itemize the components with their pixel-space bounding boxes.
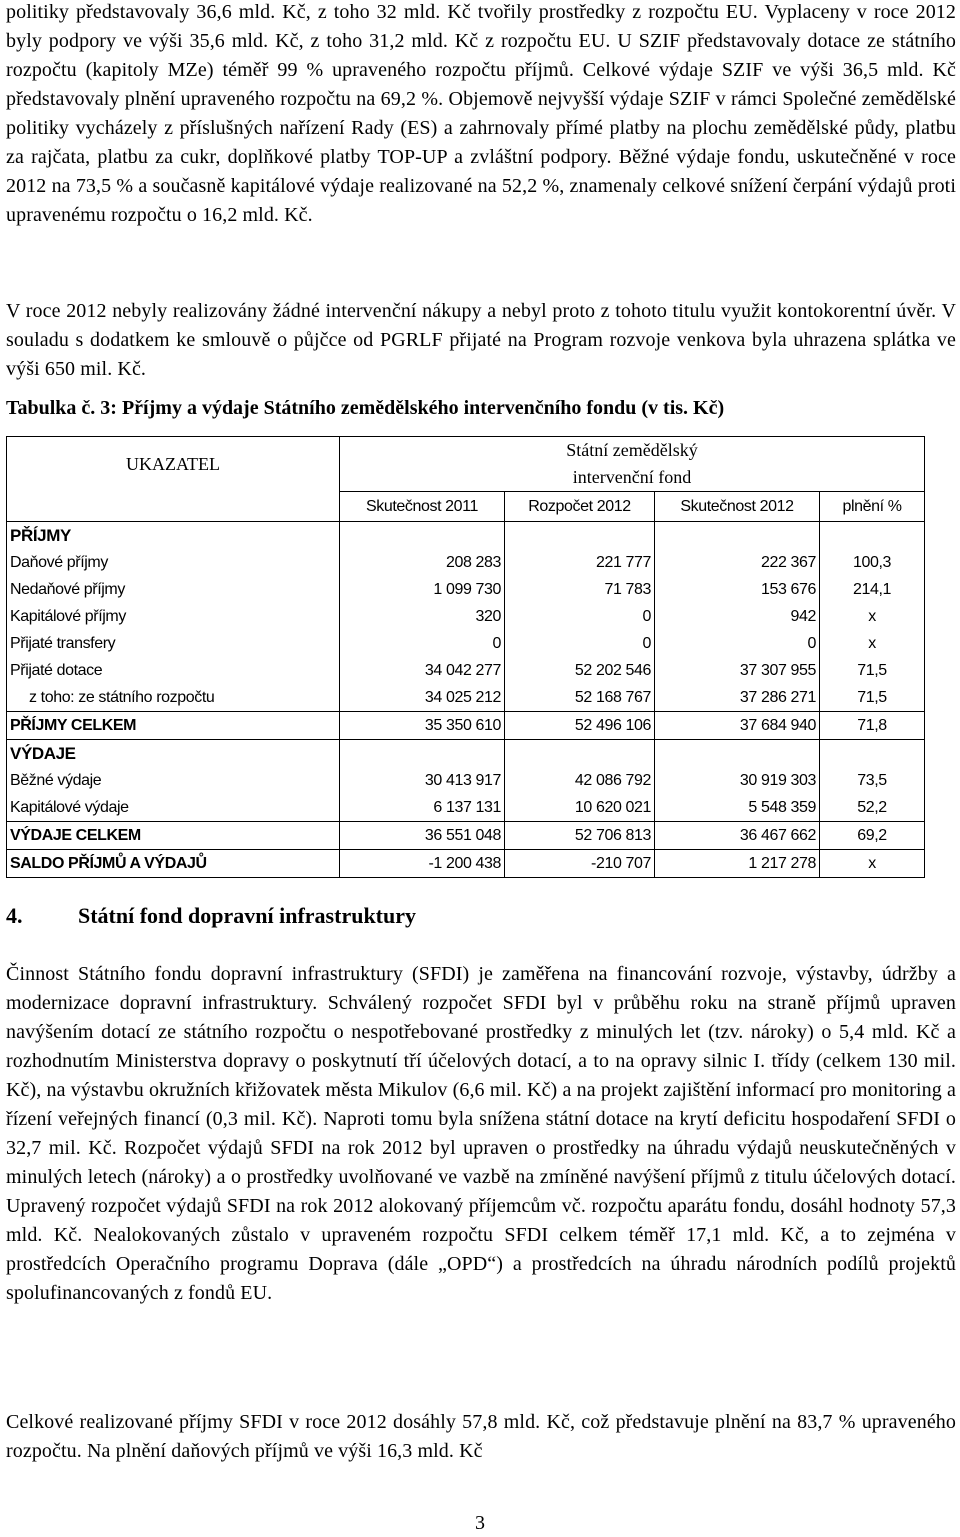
column-header-skutecnost-2012: Skutečnost 2012: [655, 492, 820, 522]
cell-value: 36 467 662: [655, 822, 820, 850]
cell-value: 73,5: [820, 767, 925, 794]
section-title: Státní fond dopravní infrastruktury: [78, 903, 417, 928]
section-number: 4.: [6, 903, 23, 928]
fund-title-line1: Státní zemědělský: [340, 437, 925, 465]
cell-value: 222 367: [655, 549, 820, 576]
fund-title-line2: intervenční fond: [340, 464, 925, 492]
cell-value: 153 676: [655, 576, 820, 603]
section-label-vydaje: VÝDAJE: [7, 740, 340, 768]
cell-value: 34 042 277: [340, 657, 505, 684]
ukazatel-header-spacer: [7, 492, 340, 522]
table-row-total-vydaje: [7, 822, 925, 850]
cell-value: x: [820, 630, 925, 657]
table-row: [7, 684, 925, 712]
table-row: [7, 657, 925, 684]
cell-value: -1 200 438: [340, 850, 505, 878]
cell-value: 52 202 546: [505, 657, 655, 684]
cell-value: 37 286 271: [655, 684, 820, 712]
cell-value: 52 706 813: [505, 822, 655, 850]
szif-income-expense-table: [6, 436, 925, 878]
cell-value: 214,1: [820, 576, 925, 603]
ukazatel-header: UKAZATEL: [7, 437, 340, 492]
cell-value: 71,5: [820, 684, 925, 712]
cell-value: 52,2: [820, 794, 925, 822]
cell-value: 942: [655, 603, 820, 630]
cell-value: 37 684 940: [655, 712, 820, 740]
row-label: Přijaté dotace: [7, 657, 340, 684]
column-header-skutecnost-2011: Skutečnost 2011: [340, 492, 505, 522]
cell-value: 52 496 106: [505, 712, 655, 740]
table-row: [7, 767, 925, 794]
column-header-plneni: plnění %: [820, 492, 925, 522]
row-label: Kapitálové příjmy: [7, 603, 340, 630]
cell-value: -210 707: [505, 850, 655, 878]
table-row-saldo: [7, 850, 925, 878]
column-header-rozpocet-2012: Rozpočet 2012: [505, 492, 655, 522]
cell-value: 1 217 278: [655, 850, 820, 878]
cell-value: 71,8: [820, 712, 925, 740]
cell-value: x: [820, 603, 925, 630]
row-label: Nedaňové příjmy: [7, 576, 340, 603]
paragraph-szif-summary: politiky představovaly 36,6 mld. Kč, z toho 32 mld. Kč tvořily prostředky z rozpočtu EU. Vyplaceny v roce 2012 byly podpory ve výši 35,6 mld. Kč, z toho 31,2 mld. Kč z rozpočtu EU. U SZIF představovaly dotace ze státního rozpočtu (kapitoly MZe) téměř 99 % upraveného rozpočtu příjmů. Celkové výdaje SZIF ve výši 36,5 mld. Kč představovaly plnění upraveného rozpočtu na 69,2 %. Objemově nejvyšší výdaje SZIF v rámci Společné zemědělské politiky vycházely z příslušných nařízení Rady (ES) a zahrnovaly přímé platby na plochu zemědělské půdy, platbu za rajčata, platbu za cukr, doplňkové platby TOP-UP a zvláštní podpory. Běžné výdaje fondu, uskutečněné v roce 2012 na 73,5 % a současně kapitálové výdaje realizované na 52,2 %, znamenaly celkové snížení čerpání výdajů proti upravenému rozpočtu o 16,2 mld. Kč.: [6, 1, 956, 226]
row-label: Běžné výdaje: [7, 767, 340, 794]
cell-value: 0: [505, 603, 655, 630]
row-label: PŘÍJMY CELKEM: [7, 712, 340, 740]
cell-value: 1 099 730: [340, 576, 505, 603]
row-label: Kapitálové výdaje: [7, 794, 340, 822]
cell-value: 100,3: [820, 549, 925, 576]
cell-value: 34 025 212: [340, 684, 505, 712]
cell-value: 0: [340, 630, 505, 657]
paragraph-intervention-purchases: V roce 2012 nebyly realizovány žádné intervenční nákupy a nebyl proto z tohoto titulu využit kontokorentní úvěr. V souladu s dodatkem ke smlouvě o půjčce od PGRLF přijaté na Program rozvoje venkova byla uhrazena splátka ve výši 650 mil. Kč.: [6, 300, 956, 380]
row-label: VÝDAJE CELKEM: [7, 822, 340, 850]
cell-value: 30 919 303: [655, 767, 820, 794]
cell-value: 36 551 048: [340, 822, 505, 850]
cell-value: 30 413 917: [340, 767, 505, 794]
cell-value: 208 283: [340, 549, 505, 576]
cell-value: 37 307 955: [655, 657, 820, 684]
cell-value: x: [820, 850, 925, 878]
cell-value: 221 777: [505, 549, 655, 576]
table-caption: Tabulka č. 3: Příjmy a výdaje Státního zemědělského intervenčního fondu (v tis. Kč): [6, 397, 725, 419]
cell-value: 35 350 610: [340, 712, 505, 740]
row-label: Daňové příjmy: [7, 549, 340, 576]
paragraph-sfdi-activity: Činnost Státního fondu dopravní infrastruktury (SFDI) je zaměřena na financování rozvoje, výstavby, údržby a modernizace dopravní infrastruktury. Schválený rozpočet SFDI byl v průběhu roku na straně příjmů upraven navýšením dotací ze státního rozpočtu o nespotřebované prostředky z minulých let (tzv. nároky) o 5,4 mld. Kč a rozhodnutím Ministerstva dopravy o poskytnutí tří účelových dotací, a to na opravy silnic I. třídy (celkem 130 mil. Kč), na výstavbu okružních křižovatek města Mikulov (6,6 mil. Kč) a na projekt zajištění informací pro monitoring a řízení veřejných financí (0,3 mil. Kč). Naproti tomu byla snížena státní dotace na krytí deficitu hospodaření SFDI o 32,7 mil. Kč. Rozpočet výdajů SFDI na rok 2012 byl upraven o prostředky na úhradu výdajů neuskutečněných v minulých letech (nároky) a o prostředky uvolňované ve vazbě na zmíněné navýšení příjmů z titulu účelových dotací. Upravený rozpočet výdajů SFDI na rok 2012 alokovaný příjemcům vč. rozpočtu aparátu fondu, dosáhl hodnoty 57,3 mld. Kč. Nealokovaných zůstalo v upraveném rozpočtu SFDI celkem téměř 17,1 mld. Kč, a to zejména v prostředcích Operačního programu Doprava (dále „OPD“) a prostředcích na úhradu národních podílů projektů spolufinancovaných z fondů EU.: [6, 963, 956, 1304]
cell-value: 69,2: [820, 822, 925, 850]
cell-value: 71,5: [820, 657, 925, 684]
row-label: SALDO PŘÍJMŮ A VÝDAJŮ: [7, 850, 340, 878]
table-row: [7, 794, 925, 822]
table-row-total-prijmy: [7, 712, 925, 740]
cell-value: 320: [340, 603, 505, 630]
section-heading: [6, 903, 416, 929]
cell-value: 52 168 767: [505, 684, 655, 712]
section-label-prijmy: PŘÍJMY: [7, 522, 340, 550]
cell-value: 5 548 359: [655, 794, 820, 822]
cell-value: 71 783: [505, 576, 655, 603]
table-row: [7, 549, 925, 576]
row-label: Přijaté transfery: [7, 630, 340, 657]
row-label: z toho: ze státního rozpočtu: [7, 684, 340, 712]
cell-value: 6 137 131: [340, 794, 505, 822]
table-row: [7, 630, 925, 657]
page-number: 3: [475, 1512, 485, 1534]
table-row: [7, 603, 925, 630]
cell-value: 0: [655, 630, 820, 657]
cell-value: 10 620 021: [505, 794, 655, 822]
cell-value: 42 086 792: [505, 767, 655, 794]
table-row: [7, 576, 925, 603]
cell-value: 0: [505, 630, 655, 657]
paragraph-sfdi-income: Celkové realizované příjmy SFDI v roce 2012 dosáhly 57,8 mld. Kč, což představuje plnění na 83,7 % upraveného rozpočtu. Na plnění daňových příjmů ve výši 16,3 mld. Kč: [6, 1411, 956, 1462]
